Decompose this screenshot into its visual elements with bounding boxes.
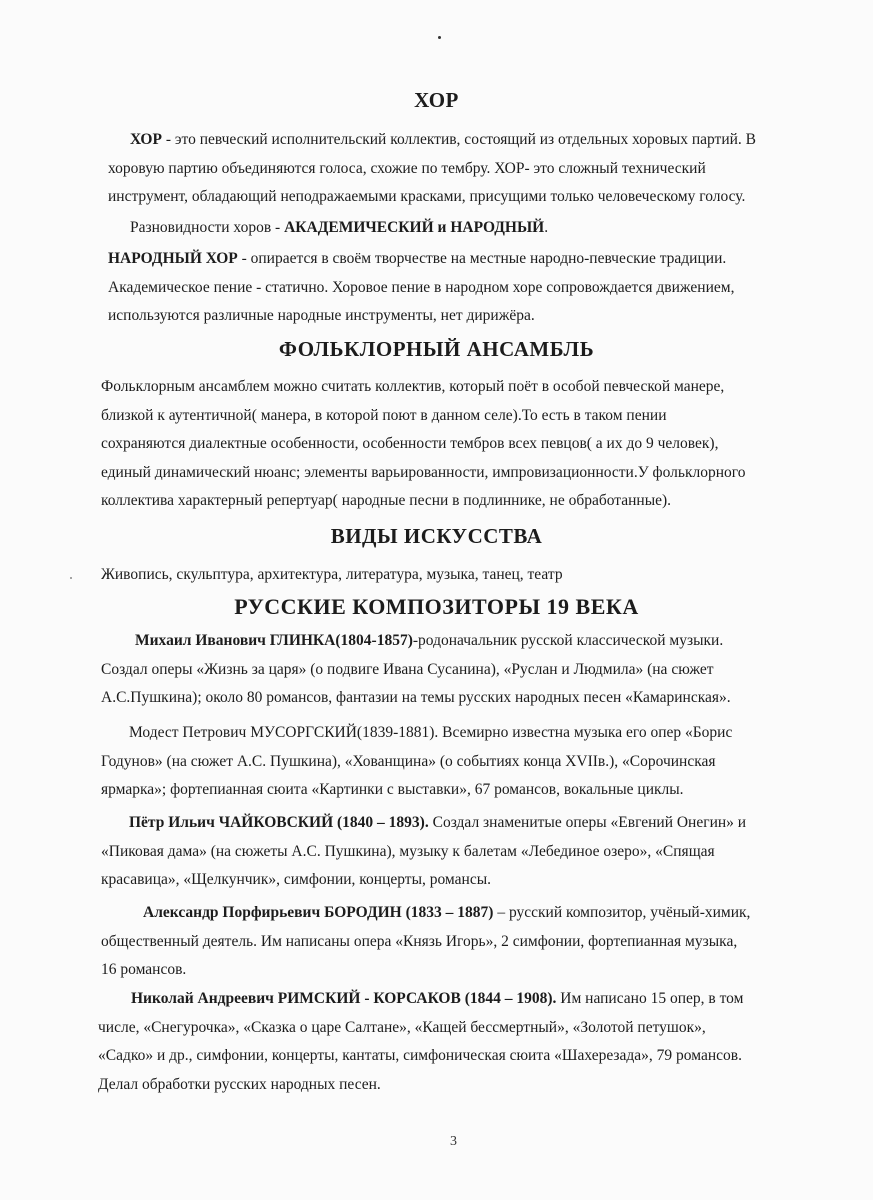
text-line: Александр Порфирьевич БОРОДИН (1833 – 1887) – русский композитор, учёный-химик, xyxy=(143,904,751,921)
folk-paragraph xyxy=(101,373,834,516)
text-line: Разновидности хоров - АКАДЕМИЧЕСКИЙ и НАРОДНЫЙ. xyxy=(130,219,549,236)
heading-choir: ХОР xyxy=(414,88,459,112)
text-line: хоровую партию объединяются голоса, схожие по тембру. ХОР- это сложный технический xyxy=(108,159,706,177)
text-line: «Садко» и др., симфонии, концерты, кантаты, симфоническая сюита «Шахерезада», 79 романсов. xyxy=(98,1047,742,1064)
text-line: Фольклорным ансамблем можно считать коллектив, который поёт в особой певческой манере, xyxy=(101,378,725,395)
choir-paragraph-3 xyxy=(108,245,834,331)
text-line: Делал обработки русских народных песен. xyxy=(98,1075,381,1093)
text-line: А.С.Пушкина); около 80 романсов, фантазии на темы русских народных песен «Камаринская». xyxy=(101,689,731,706)
text-line: сохраняются диалектные особенности, особенности тембров всех певцов( а их до 9 человек), xyxy=(101,435,719,452)
scan-speck xyxy=(438,36,441,39)
choir-paragraph-1 xyxy=(108,126,834,212)
text-line: Николай Андреевич РИМСКИЙ - КОРСАКОВ (1844 – 1908). Им написано 15 опер, в том xyxy=(131,990,744,1007)
rimsky-korsakov-paragraph xyxy=(98,985,831,1099)
tchaikovsky-paragraph xyxy=(101,809,831,895)
text-line: близкой к аутентичной( манера, в которой поют в данном селе).То есть в таком пении xyxy=(101,406,667,424)
text-line: общественный деятель. Им написаны опера «Князь Игорь», 2 симфонии, фортепианная музыка, xyxy=(101,932,738,950)
text-line: Годунов» (на сюжет А.С. Пушкина), «Хованщина» (о событиях конца XVIIв.), «Сорочинская xyxy=(101,752,716,770)
heading-folk-ensemble: ФОЛЬКЛОРНЫЙ АНСАМБЛЬ xyxy=(278,337,595,361)
choir-paragraph-2 xyxy=(130,214,830,243)
text-line: 16 романсов. xyxy=(101,961,187,978)
scan-speck xyxy=(70,577,72,579)
text-line: Живопись, скульптура, архитектура, литература, музыка, танец, театр xyxy=(101,566,563,583)
text-line: используются различные народные инструменты, нет дирижёра. xyxy=(108,307,535,324)
text-line: красавица», «Щелкунчик», симфонии, концерты, романсы. xyxy=(101,871,491,888)
arts-paragraph xyxy=(101,561,834,590)
text-line: Пётр Ильич ЧАЙКОВСКИЙ (1840 – 1893). Создал знаменитые оперы «Евгений Онегин» и xyxy=(129,814,747,831)
heading-composers: РУССКИЕ КОМПОЗИТОРЫ 19 ВЕКА xyxy=(234,594,639,619)
text-line: Модест Петрович МУСОРГСКИЙ(1839-1881). Всемирно известна музыка его опер «Борис xyxy=(129,724,733,741)
text-line: ярмарка»; фортепианная сюита «Картинки с выставки», 67 романсов, вокальные циклы. xyxy=(101,781,684,798)
text-line: Академическое пение - статично. Хоровое пение в народном хоре сопровождается движением, xyxy=(108,278,735,296)
heading-arts: ВИДЫ ИСКУССТВА xyxy=(330,524,543,548)
text-line: ХОР - это певческий исполнительский коллектив, состоящий из отдельных хоровых партий. В xyxy=(130,131,757,148)
text-line: Михаил Иванович ГЛИНКА(1804-1857)-родоначальник русской классической музыки. xyxy=(135,632,724,649)
page-number: 3 xyxy=(450,1134,457,1149)
text-line: единый динамический нюанс; элементы варьированности, импровизационности.У фольклорного xyxy=(101,463,746,481)
borodin-paragraph xyxy=(101,899,831,985)
glinka-paragraph xyxy=(101,627,831,713)
mussorgsky-paragraph xyxy=(101,719,831,805)
text-line: Создал оперы «Жизнь за царя» (о подвиге Ивана Сусанина), «Руслан и Людмила» (на сюжет xyxy=(101,660,714,678)
text-line: коллектива характерный репертуар( народные песни в подлиннике, не обработанные). xyxy=(101,492,672,509)
text-line: «Пиковая дама» (на сюжеты А.С. Пушкина), музыку к балетам «Лебединое озеро», «Спящая xyxy=(101,842,715,860)
text-line: НАРОДНЫЙ ХОР - опирается в своём творчестве на местные народно-певческие традиции. xyxy=(108,250,727,267)
text-line: числе, «Снегурочка», «Сказка о царе Салтане», «Кащей бессмертный», «Золотой петушок», xyxy=(98,1018,706,1036)
text-line: инструмент, обладающий неподражаемыми красками, присущими только человеческому голосу. xyxy=(108,188,746,205)
